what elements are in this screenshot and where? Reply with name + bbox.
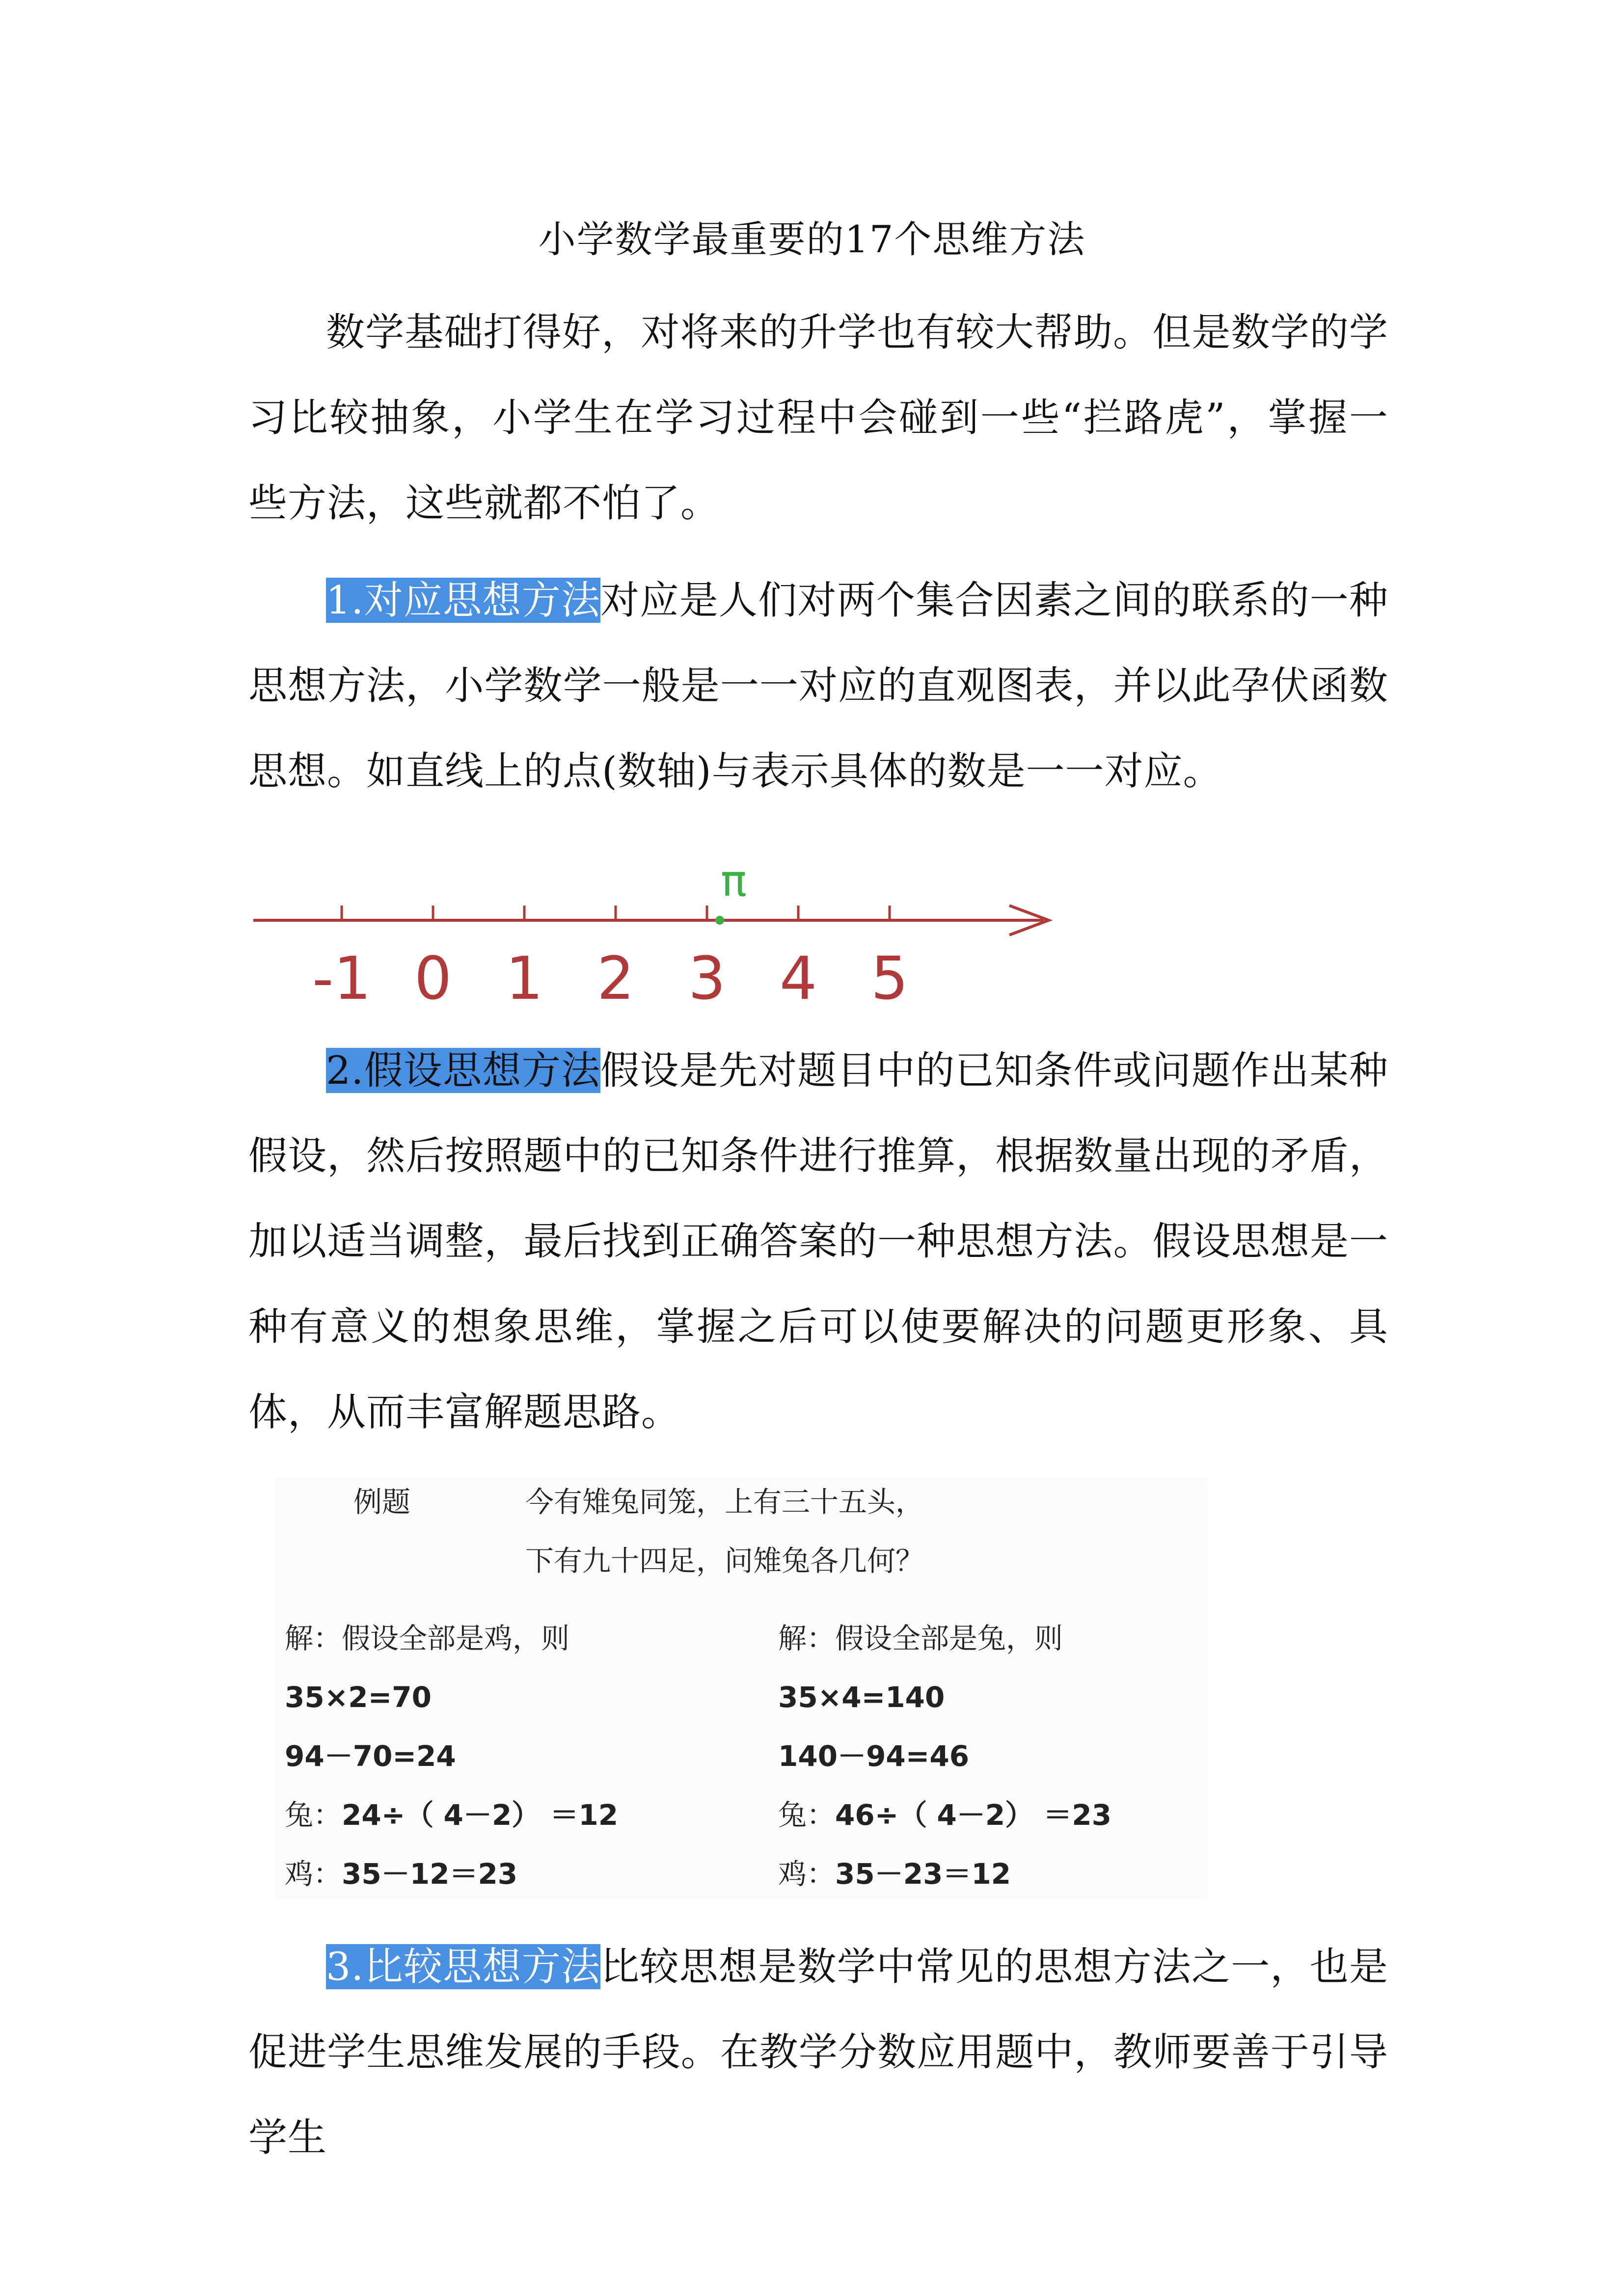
- right-line4-expr: 35－23＝12: [835, 1857, 1011, 1891]
- intro-paragraph: 数学基础打得好，对将来的升学也有较大帮助。但是数学的学习比较抽象，小学生在学习过程中会碰到一些“拦路虎”，掌握一些方法，这些就都不怕了。: [248, 310, 1388, 526]
- example-label: 例题: [353, 1485, 411, 1519]
- section-3-body: 比较思想是数学中常见的思想方法之一，也是促进学生思维发展的手段。在教学分数应用题中，教师要善于引导学生: [248, 1944, 1389, 2160]
- number-line-tick-label: 0: [414, 945, 452, 1013]
- number-line-tick-label: 1: [505, 945, 543, 1013]
- left-line3-prefix: 兔：: [285, 1798, 342, 1832]
- left-line4-expr: 35－12＝23: [342, 1857, 518, 1891]
- example-problem-line1: 今有雉兔同笼，上有三十五头，: [525, 1485, 924, 1519]
- pi-marker-dot: [715, 916, 724, 925]
- section-3-paragraph: [248, 1924, 1388, 2180]
- left-solution-line4: [285, 1854, 517, 1894]
- example-problem-line2: 下有九十四足，问雉兔各几何？: [525, 1544, 924, 1577]
- right-line3-expr: 46÷（ 4－2） ＝23: [835, 1798, 1112, 1832]
- page-title: 小学数学最重要的17个思维方法: [538, 217, 1086, 261]
- right-solution-line4: [778, 1854, 1011, 1894]
- section-1-paragraph: [248, 558, 1388, 814]
- number-line-tick-label: 2: [596, 945, 635, 1013]
- left-solution-line3: [285, 1795, 618, 1835]
- left-solution-line1: 35×2=70: [285, 1681, 432, 1714]
- number-line-figure: [248, 856, 1063, 1018]
- section-2-paragraph: [248, 1028, 1388, 1455]
- section-2-heading: 2.假设思想方法: [326, 1048, 601, 1093]
- section-1-heading: 1.对应思想方法: [326, 578, 601, 623]
- right-solution-line1: 35×4=140: [778, 1681, 945, 1714]
- section-3-heading: 3.比较思想方法: [326, 1944, 601, 1989]
- right-line3-prefix: 兔：: [778, 1798, 836, 1832]
- right-solution-line2: 140－94=46: [778, 1739, 970, 1773]
- right-solution-heading: 解：假设全部是兔，则: [778, 1622, 1063, 1655]
- number-line-tick-label: 3: [688, 945, 726, 1013]
- left-line4-prefix: 鸡：: [285, 1857, 342, 1891]
- section-1-body: 对应是人们对两个集合因素之间的联系的一种思想方法，小学数学一般是一一对应的直观图表，并以此孕伏函数思想。如直线上的点(数轴)与表示具体的数是一一对应。: [248, 578, 1389, 794]
- left-solution-heading: 解：假设全部是鸡，则: [285, 1622, 570, 1655]
- example-figure: [275, 1477, 1208, 1899]
- pi-marker-label: π: [721, 856, 747, 906]
- left-solution-line2: 94－70=24: [285, 1739, 456, 1773]
- left-line3-expr: 24÷（ 4－2） ＝12: [342, 1798, 619, 1832]
- section-2-body: 假设是先对题目中的已知条件或问题作出某种假设，然后按照题中的已知条件进行推算，根据数量出现的矛盾，加以适当调整，最后找到正确答案的一种思想方法。假设思想是一种有意义的想象思维，掌握之后可以使要解决的问题更形象、具体，从而丰富解题思路。: [248, 1048, 1389, 1435]
- number-line-tick-label: 5: [870, 945, 909, 1013]
- number-line-tick-label: 4: [779, 945, 817, 1013]
- number-line-tick-label: -1: [312, 945, 371, 1013]
- right-solution-line3: [778, 1795, 1111, 1835]
- right-line4-prefix: 鸡：: [778, 1857, 836, 1891]
